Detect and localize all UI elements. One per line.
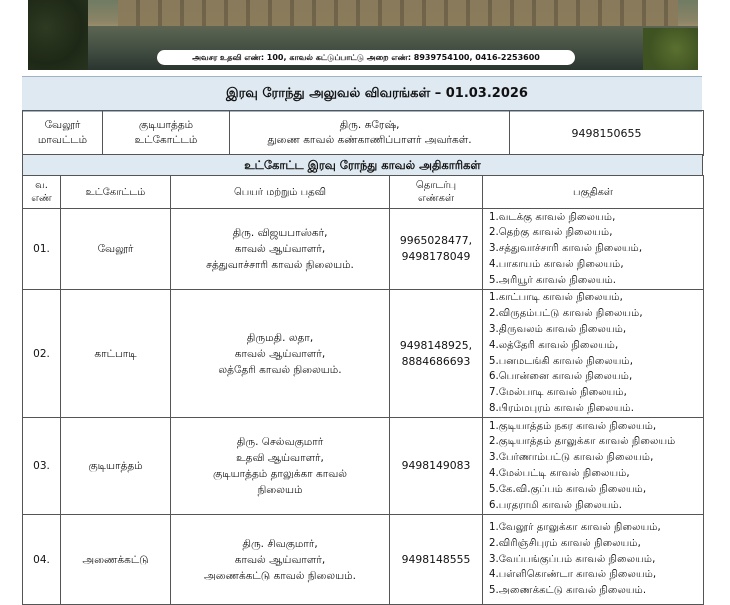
area-item: 7.மேல்பாடி காவல் நிலையம், [489, 387, 627, 399]
area-item: 5.பனமடங்கி காவல் நிலையம், [489, 355, 633, 367]
area-item: 3.பேர்ணாம்பட்டு காவல் நிலையம், [489, 452, 654, 464]
header-name-role: பெயர் மற்றும் பதவி [171, 176, 390, 209]
row-phone-1: 9498148925, [399, 338, 473, 352]
row-phone-2: 9498178049 [401, 250, 471, 263]
row-officer [171, 418, 390, 515]
area-item: 1.காட்பாடி காவல் நிலையம், [489, 292, 623, 304]
area-item: 4.மேல்பட்டி காவல் நிலையம், [489, 468, 630, 479]
header-subdivision: உட்கோட்டம் [61, 176, 171, 209]
area-item: 3.வேப்பங்குப்பம் காவல் நிலையம், [489, 553, 656, 565]
title-text: இரவு ரோந்து அலுவல் விவரங்கள் – 01.03.2026 [226, 86, 528, 101]
officer-info-table [22, 110, 704, 156]
area-item: 5.கே.வி.குப்பம் காவல் நிலையம், [489, 483, 647, 495]
header-areas: பகுதிகள் [483, 176, 704, 209]
row-officer-role: உதவி ஆய்வாளர், [236, 452, 324, 464]
area-item: 3.திருவலம் காவல் நிலையம், [489, 323, 627, 335]
row-subdivision: அணைக்கட்டு [61, 515, 171, 605]
patrol-officers-table [22, 175, 704, 605]
tree-left-graphic [28, 0, 88, 70]
helpline-strip: அவசர உதவி எண்: 100, காவல் கட்டுப்பாட்டு அறை எண்: 8939754100, 0416-2253600 [157, 50, 575, 65]
table-row [23, 209, 704, 290]
area-item: 2.குடியாத்தம் தாலுக்கா காவல் நிலையம் [489, 436, 676, 448]
row-phone [390, 418, 483, 515]
row-sno: 03. [23, 418, 61, 515]
row-sno: 02. [23, 290, 61, 418]
row-officer-name: திரு. சிவகுமார், [242, 537, 318, 550]
row-areas [483, 290, 704, 418]
row-officer-name: திருமதி. லதா, [246, 331, 314, 344]
area-item: 2.தெற்கு காவல் நிலையம், [489, 227, 613, 239]
table-row [23, 418, 704, 515]
page-title [22, 76, 702, 112]
row-officer-name: திரு. விஜயபாஸ்கர், [232, 227, 328, 239]
row-sno: 04. [23, 515, 61, 605]
fort-wall-graphic [118, 0, 678, 26]
officer-phone: 9498150655 [510, 111, 704, 156]
row-areas [483, 418, 704, 515]
table-row [23, 290, 704, 418]
area-item: 1.வடக்கு காவல் நிலையம், [489, 211, 616, 223]
area-item: 1.வேலூர் தாலுக்கா காவல் நிலையம், [489, 522, 661, 533]
area-item: 4.பாகாயம் காவல் நிலையம், [489, 258, 624, 270]
row-phone-1: 9498149083 [401, 459, 471, 472]
row-officer-name: திரு. செல்வகுமார் [236, 436, 324, 448]
row-phone-1: 9498148555 [401, 552, 471, 566]
row-subdivision: குடியாத்தம் [61, 418, 171, 515]
row-officer [171, 290, 390, 418]
row-phone [390, 515, 483, 605]
row-sno: 01. [23, 209, 61, 290]
area-item: 3.சத்துவாச்சாரி காவல் நிலையம், [489, 243, 643, 255]
area-item: 1.குடியாத்தம் நகர காவல் நிலையம், [489, 420, 657, 432]
area-item: 4.லத்தேரி காவல் நிலையம், [489, 339, 619, 351]
district-cell: வேலூர் மாவட்டம் [23, 111, 103, 156]
area-item: 6.பரதராமி காவல் நிலையம். [489, 499, 623, 511]
area-item: 5.அரியூர் காவல் நிலையம். [489, 274, 617, 286]
area-item: 2.விரிஞ்சிபுரம் காவல் நிலையம், [489, 537, 641, 549]
officer-role: துணை காவல் கண்காணிப்பாளர் அவர்கள். [267, 134, 472, 146]
row-areas [483, 209, 704, 290]
area-item: 4.பள்ளிகொண்டா காவல் நிலையம், [489, 569, 657, 581]
row-officer-station: அணைக்கட்டு காவல் நிலையம். [204, 569, 356, 582]
row-phone [390, 209, 483, 290]
area-item: 2.விருதம்பட்டு காவல் நிலையம், [489, 308, 643, 320]
row-officer-role: காவல் ஆய்வாளர், [234, 243, 326, 255]
row-officer-station: குடியாத்தம் தாலுக்கா காவல் நிலையம் [213, 468, 347, 496]
row-officer-role: காவல் ஆய்வாளர், [234, 347, 326, 360]
subdivision-cell: குடியாத்தம் உட்கோட்டம் [103, 111, 230, 156]
officer-cell [230, 111, 510, 156]
table-row [23, 515, 704, 605]
row-officer [171, 515, 390, 605]
table-header-row [23, 176, 704, 209]
area-item: 8.பிரம்மபுரம் காவல் நிலையம். [489, 402, 634, 414]
row-subdivision: வேலூர் [61, 209, 171, 290]
row-phone-2: 8884686693 [401, 354, 471, 368]
row-subdivision: காட்பாடி [61, 290, 171, 418]
row-officer-role: காவல் ஆய்வாளர், [234, 553, 326, 566]
row-officer-station: சத்துவாச்சாரி காவல் நிலையம். [206, 259, 354, 271]
row-officer [171, 209, 390, 290]
section-subtitle: உட்கோட்ட இரவு ரோந்து காவல் அதிகாரிகள் [22, 154, 703, 176]
tree-right-graphic [643, 28, 698, 70]
row-officer-station: லத்தேரி காவல் நிலையம். [218, 363, 342, 376]
area-item: 6.பொன்னை காவல் நிலையம், [489, 371, 633, 383]
header-sno: வ. எண் [23, 176, 61, 209]
header-contact: தொடர்பு எண்கள் [390, 176, 483, 209]
officer-name: திரு. சுரேஷ், [339, 119, 400, 131]
row-phone-1: 9965028477, [399, 234, 473, 247]
row-phone [390, 290, 483, 418]
row-areas [483, 515, 704, 605]
area-item: 5.அணைக்கட்டு காவல் நிலையம். [489, 585, 647, 597]
